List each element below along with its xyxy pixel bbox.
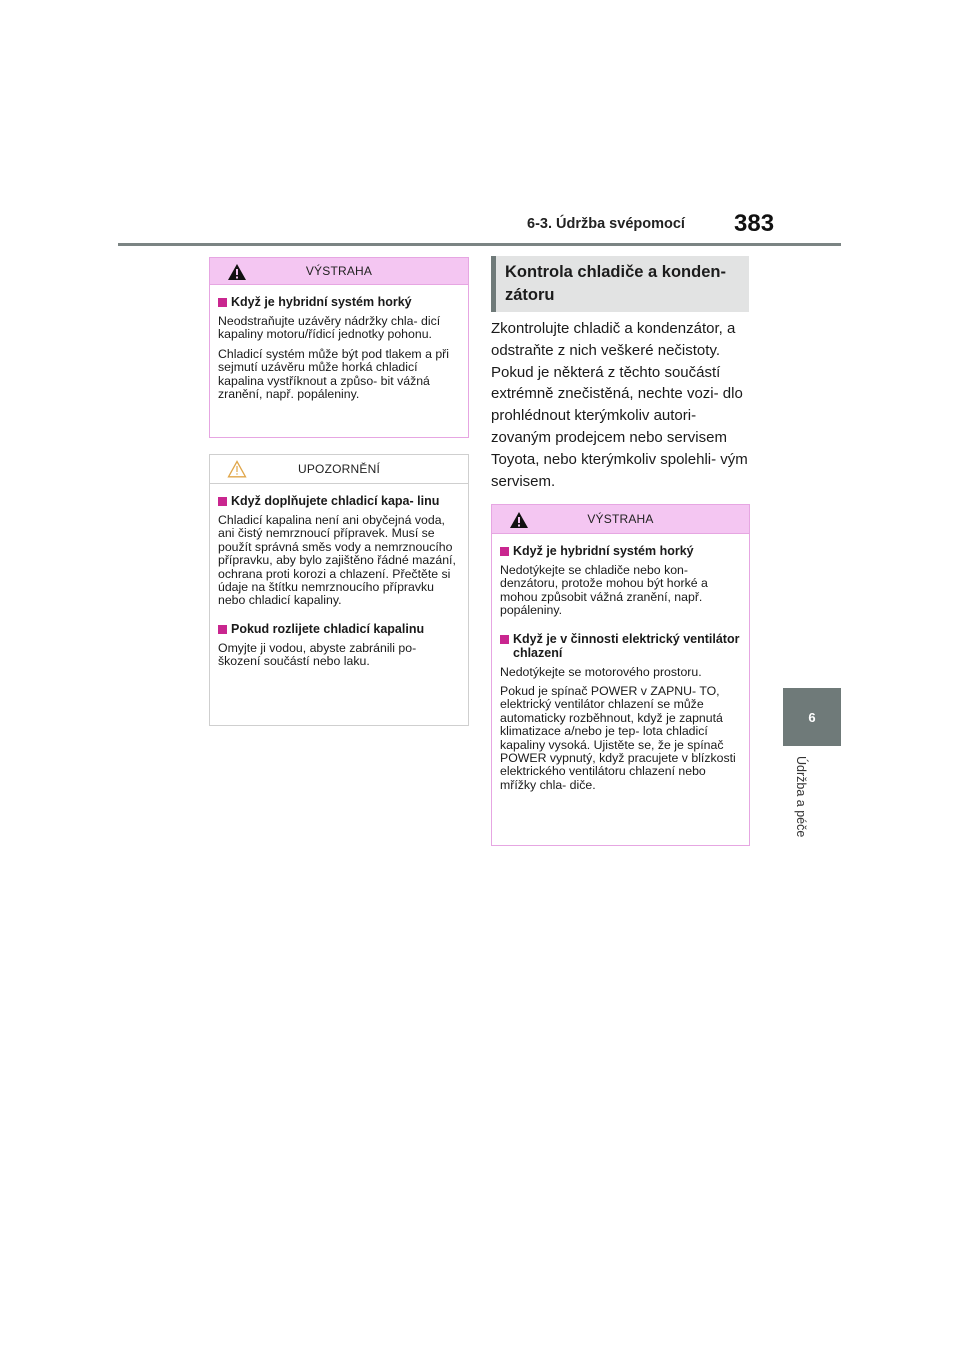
warning-header-label: VÝSTRAHA	[587, 512, 654, 526]
warning-box-left	[209, 257, 469, 438]
section-heading: 6-3. Údržba svépomocí	[527, 216, 685, 232]
item-title: Pokud rozlijete chladicí kapalinu	[218, 622, 459, 636]
warning-body	[210, 285, 468, 415]
bullet-square-icon	[500, 547, 509, 556]
chapter-tab	[783, 688, 841, 746]
warning-header	[492, 505, 749, 534]
warning-header-label: VÝSTRAHA	[305, 264, 373, 278]
chapter-label: Údržba a péče	[794, 756, 808, 838]
section-title: Kontrola chladiče a konden- zátoru	[491, 256, 749, 312]
item-title: Když je v činnosti elektrický ventilátor chlazení	[500, 632, 740, 660]
header-divider	[118, 243, 841, 246]
item-paragraph: Omyjte ji vodou, abyste zabránili po- škození součástí nebo laku.	[218, 640, 417, 669]
item-paragraph: Chladicí kapalina není ani obyčejná voda, ani čistý nemrznoucí přípravek. Musí se použít správná směs vody a nemrznoucího přípravku, aby bylo zajištěno řádné mazání, ochrana proti korozi a chlazení. Přečtěte si údaje na štítku nemrznoucího přípravku nebo chladicí kapaliny.	[218, 513, 456, 608]
chapter-number: 6	[808, 709, 816, 725]
body-text: Zkontrolujte chladič a kondenzátor, a odstraňte z nich veškeré nečistoty. Pokud je některá z těchto součástí extrémně znečistěná, nechte vozi- dlo prohlédnout kterýmkoliv autori- zovaným prodejcem nebo servisem Toyota, nebo kterýmkoliv spolehli- vým servisem.	[491, 320, 748, 490]
warning-triangle-filled-icon	[509, 511, 529, 529]
item-paragraph: Nedotýkejte se motorového prostoru.	[500, 664, 702, 679]
bullet-square-icon	[218, 298, 227, 307]
caution-header	[210, 455, 468, 484]
item-paragraph: Chladicí systém může být pod tlakem a při sejmutí uzávěru může horká chladicí kapalina vystříknout a způso- bit vážná zranění, např. popáleniny.	[218, 346, 449, 402]
item-paragraph: Nedotýkejte se chladiče nebo kon- denzátoru, protože mohou být horké a mohou způsobit vážná zranění, např. popáleniny.	[500, 563, 708, 618]
item-title: Když je hybridní systém horký	[218, 295, 459, 309]
item-paragraph: Pokud je spínač POWER v ZAPNU- TO, elektrický ventilátor chlazení se může automaticky rozběhnout, když je zapnutá klimatizace a/nebo je tep- lota chladicí kapaliny vysoká. Ujistěte se, že je spínač POWER vypnutý, když pracujete v blízkosti elektrického ventilátoru chlazení nebo mřížky chla- diče.	[500, 684, 736, 792]
warning-header	[210, 258, 468, 285]
caution-header-label: UPOZORNĚNÍ	[297, 462, 380, 476]
caution-box-left	[209, 454, 469, 726]
warning-triangle-filled-icon	[227, 263, 247, 281]
bullet-square-icon	[218, 497, 227, 506]
caution-body	[210, 484, 468, 683]
caution-triangle-outline-icon	[227, 460, 247, 478]
warning-box-right	[491, 504, 750, 846]
warning-body	[492, 534, 749, 806]
item-title: Když doplňujete chladicí kapa- linu	[218, 494, 459, 508]
item-paragraph: Neodstraňujte uzávěry nádržky chla- dicí kapaliny motoru/řídicí jednotky pohonu.	[218, 314, 441, 342]
page-number: 383	[734, 210, 775, 237]
bullet-square-icon	[218, 625, 227, 634]
item-title: Když je hybridní systém horký	[500, 544, 740, 558]
bullet-square-icon	[500, 635, 509, 644]
